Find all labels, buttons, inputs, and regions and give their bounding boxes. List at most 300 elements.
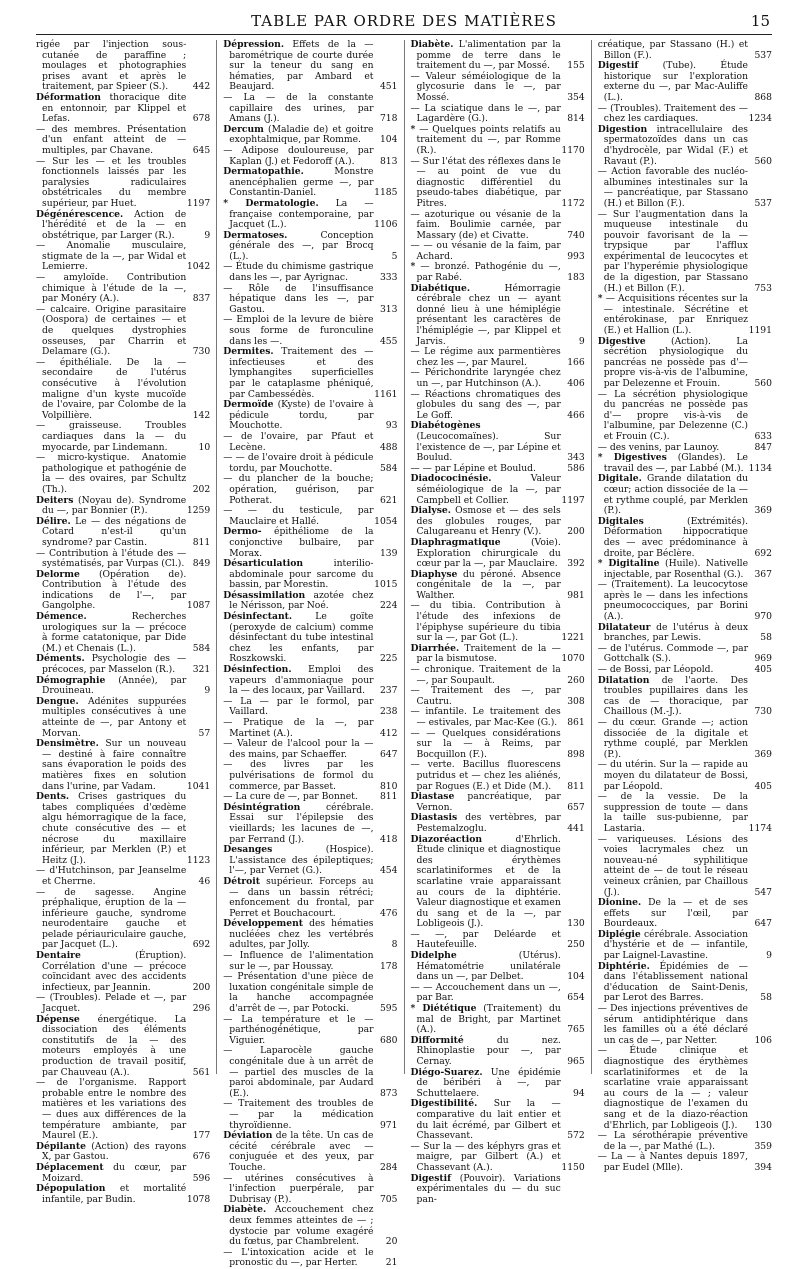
entry-page-ref: 678: [192, 113, 211, 125]
index-entry: [598, 61, 772, 103]
entry-text: — Contribution à l'étude des — systématisés, par Vurpas (Cl.).: [36, 547, 187, 570]
entry-text: supérieur. Forceps au — dans un bassin rétréci; enfoncement du frontal, par Perret et Bouchacourt.: [229, 875, 374, 919]
entry-keyword: Digestif: [410, 1172, 452, 1184]
entry-text: — verte. Bacillus fluorescens putridus et — chez les aliénés, par Rogues (E.) et Dide (M.).: [410, 759, 561, 792]
entry-text: — Emploi de la levure de bière sous forme de furonculine dans les —.: [223, 314, 374, 347]
entry-text: Action de l'hérédité et de la — en obstétrique, par Larger (R.).: [42, 208, 187, 241]
entry-text: — Acquisitions récentes sur la — intestinale. Sécrétine et entérokinase, par Enriquez (E.) et Hallion (L.).: [603, 293, 748, 337]
entry-text: des hématies nucléées chez les vertébrés adultes, par Jolly.: [229, 918, 374, 951]
entry-page-ref: 868: [754, 91, 772, 103]
index-entry: [223, 400, 397, 432]
index-entry: [598, 835, 772, 899]
index-entry: [36, 496, 210, 517]
entry-page-ref: 488: [379, 441, 398, 453]
index-entry: [223, 877, 397, 919]
index-entry: [411, 792, 585, 813]
entry-text: — Des injections préventives de sérum antidiphtérique dans les familles où a été déclaré un cas de —, par Netter.: [597, 1003, 748, 1046]
entry-keyword: *: [597, 293, 603, 305]
entry-page-ref: 406: [567, 378, 585, 389]
entry-page-ref: 46: [198, 875, 211, 887]
entry-keyword: Digestif: [597, 60, 639, 72]
index-entry: [598, 930, 772, 962]
entry-page-ref: 237: [379, 685, 398, 697]
index-entry: [411, 930, 585, 951]
entry-page-ref: 10: [198, 441, 211, 453]
index-entry: [223, 1015, 397, 1047]
entry-text: rigée par l'injection sous-cutanée de paraffine ; moulages et photographies prises avant et après le traitement, par Spieer (S.).: [36, 39, 187, 93]
entry-page-ref: 9: [204, 229, 211, 241]
index-entry: [598, 718, 772, 760]
index-entry: [223, 93, 397, 125]
entry-page-ref: 58: [760, 992, 772, 1004]
index-entry: [223, 40, 397, 93]
index-entry: [36, 676, 210, 697]
index-entry: [598, 337, 772, 390]
entry-keyword: Diaphyse: [410, 568, 458, 580]
entry-text: (Pouvoir). Variations expérimentales du — du suc pan-: [416, 1172, 561, 1205]
entry-page-ref: 1161: [374, 388, 398, 400]
entry-page-ref: 680: [379, 1034, 398, 1046]
entry-page-ref: 705: [379, 1193, 398, 1205]
index-entry: [223, 506, 397, 527]
index-entry: [223, 559, 397, 591]
entry-page-ref: 354: [567, 91, 585, 103]
entry-text: (Voie). Exploration chirurgicale du cœur par la —, par Mauclaire.: [416, 536, 561, 570]
entry-text: Valeur séméiologique de la —, par Campbell et Collier.: [416, 473, 561, 506]
entry-page-ref: 740: [567, 229, 585, 241]
entry-text: — La — à Nantes depuis 1897, par Eudel (Mlle).: [597, 1151, 748, 1173]
entry-text: Le — des négations de Cotard n'est-il qu'un syndrome? par Castin.: [42, 515, 187, 548]
entry-page-ref: 560: [754, 378, 772, 389]
entry-text: — La — de la constante capillaire des urines, par Amans (J.).: [223, 91, 374, 125]
entry-page-ref: 814: [567, 113, 585, 125]
entry-text: et mortalité infantile, par Budin.: [42, 1183, 187, 1205]
entry-text: — de la vessie. De la suppression de toute — dans la taille sus-pubienne, par Lastaria.: [597, 791, 748, 834]
entry-text: Psychologie des — précoces, par Masselon (R.).: [42, 653, 187, 676]
index-entry: [36, 40, 210, 93]
index-entry: [411, 72, 585, 104]
entry-text: — amyloïde. Contribution chimique à l'étude de la —, par Monéry (A.).: [36, 272, 187, 305]
entry-page-ref: 981: [567, 589, 585, 601]
entry-keyword: Dents.: [36, 791, 70, 803]
entry-text: — de l'ovaire, par Pfaut et Lecène.: [223, 430, 374, 453]
index-entry: [223, 125, 397, 146]
entry-page-ref: 586: [567, 462, 585, 474]
entry-page-ref: 392: [567, 558, 585, 570]
entry-page-ref: 1172: [561, 197, 585, 209]
index-entry: [36, 358, 210, 422]
index-entry: [223, 315, 397, 347]
index-entry: [598, 517, 772, 559]
entry-page-ref: 645: [192, 144, 211, 156]
entry-page-ref: 547: [754, 886, 772, 898]
entry-page-ref: 106: [754, 1034, 772, 1046]
entry-page-ref: 405: [754, 780, 772, 792]
index-entry: [411, 157, 585, 210]
entry-page-ref: 238: [379, 706, 398, 718]
index-entry: [223, 453, 397, 474]
entry-page-ref: 104: [567, 971, 585, 983]
entry-page-ref: 572: [567, 1130, 585, 1142]
entry-text: (Maladie de) et goitre exophtalmique, par Romme.: [229, 123, 374, 146]
index-entry: [223, 845, 397, 877]
entry-keyword: Didelphe: [410, 950, 457, 962]
entry-page-ref: 9: [204, 685, 211, 697]
index-entry: [36, 453, 210, 495]
index-entry: [411, 368, 585, 389]
entry-page-ref: 969: [754, 653, 772, 665]
entry-text: — Traitement des —, par Cautru.: [410, 685, 561, 707]
entry-page-ref: 405: [754, 664, 772, 676]
entry-page-ref: 394: [754, 1161, 772, 1173]
index-entry: [36, 654, 210, 675]
entry-page-ref: 200: [192, 981, 211, 993]
entry-page-ref: 369: [754, 505, 772, 517]
entry-text: — Valeur de l'alcool pour la — des mains, par Schaeffer.: [223, 738, 374, 760]
index-entry: [223, 231, 397, 263]
index-entry: [36, 570, 210, 612]
entry-text: pancréatique, par Vernon.: [416, 791, 561, 813]
entry-page-ref: 595: [379, 1003, 398, 1015]
entry-text: Emploi des vapeurs d'ammoniaque pour la — des locaux, par Vaillard.: [229, 664, 374, 697]
index-entry: [411, 707, 585, 728]
entry-text: — La sérothérapie préventive de la —, par Mathé (L.).: [597, 1130, 748, 1152]
index-entry: [223, 474, 397, 506]
entry-text: — micro-kystique. Anatomie pathologique et pathogénie de la — des ovaires, par Schultz (Th.).: [36, 452, 187, 495]
entry-page-ref: 200: [567, 526, 585, 538]
index-entry: [223, 199, 397, 231]
entry-text: Adénites suppurées multiples consécutives à une atteinte de —, par Antony et Morvan.: [42, 695, 187, 739]
index-entry: [411, 421, 585, 463]
entry-text: — Laparocèle gauche congénitale due à un arrêt de — partiel des muscles de la paroi abdominale, par Audard (E.).: [223, 1045, 374, 1099]
index-entry: [598, 559, 772, 580]
index-entry: [411, 813, 585, 834]
index-entry: [598, 760, 772, 792]
entry-page-ref: 560: [754, 155, 772, 167]
index-column: [216, 39, 403, 1269]
entry-keyword: Développement: [223, 918, 304, 930]
entry-text: — chronique. Traitement de la —, par Soupault.: [410, 664, 561, 686]
entry-keyword: Dercum: [223, 123, 264, 135]
entry-page-ref: 130: [567, 918, 585, 930]
index-entry: [223, 1248, 397, 1269]
entry-text: thoracique dite en entonnoir, par Klippel et Lefas.: [42, 91, 187, 125]
entry-page-ref: 451: [379, 81, 398, 93]
entry-page-ref: 9: [766, 950, 772, 962]
index-entry: [36, 1142, 210, 1163]
entry-page-ref: 1221: [561, 632, 585, 644]
entry-text: — Présentation d'une pièce de luxation congénitale simple de la hanche accompagnée d'arrêt de —, par Potocki.: [223, 971, 374, 1015]
entry-page-ref: 454: [379, 865, 398, 877]
index-entry: [598, 580, 772, 622]
entry-page-ref: 596: [192, 1172, 211, 1184]
index-entry: [36, 951, 210, 993]
entry-text: de l'aorte. Des troubles pupillaires dans les cas de — thoracique, par Chaillous (M.-J.).: [603, 674, 749, 718]
entry-keyword: *: [410, 261, 416, 273]
index-entry: [223, 1205, 397, 1247]
index-entry: [223, 718, 397, 739]
page-header: [36, 12, 772, 35]
entry-keyword: Deiters: [36, 494, 74, 506]
entry-page-ref: 647: [379, 748, 398, 760]
entry-text: — — Quelques considérations sur la — à Reims, par Bocquillon (F.).: [410, 727, 561, 760]
entry-text: La — française contemporaine, par Jacquet (L.).: [229, 197, 374, 231]
index-entry: [36, 93, 210, 125]
entry-page-ref: 1070: [561, 653, 585, 665]
index-entry: [411, 570, 585, 602]
entry-page-ref: 130: [754, 1119, 772, 1131]
entry-page-ref: 155: [567, 60, 585, 72]
entry-keyword: Diazoréaction: [410, 833, 483, 845]
entry-page-ref: 861: [567, 717, 585, 728]
entry-page-ref: 296: [192, 1003, 211, 1015]
entry-page-ref: 873: [379, 1087, 398, 1099]
entry-text: — L'intoxication acide et le pronostic du —, par Herter.: [223, 1246, 374, 1269]
entry-page-ref: 849: [192, 558, 211, 570]
entry-page-ref: 455: [379, 335, 398, 347]
entry-page-ref: 718: [379, 113, 398, 125]
index-entry: [223, 432, 397, 453]
entry-page-ref: 1197: [186, 197, 211, 209]
entry-page-ref: 142: [192, 409, 211, 421]
index-entry: [411, 1068, 585, 1100]
entry-keyword: Dilatateur: [597, 621, 651, 633]
entry-text: (Tube). Étude historique sur l'exploration externe du —, par Mac-Auliffe (L.).: [603, 60, 748, 103]
index-entry: [598, 294, 772, 336]
index-entry: [411, 104, 585, 125]
index-entry: [36, 697, 210, 739]
entry-keyword: Diastase: [410, 791, 455, 803]
index-entry: [223, 1099, 397, 1131]
index-entry: [223, 951, 397, 972]
entry-keyword: * Dermatologie.: [223, 197, 319, 209]
entry-page-ref: 1234: [748, 113, 772, 125]
entry-page-ref: 104: [379, 134, 398, 146]
entry-page-ref: 730: [754, 706, 772, 718]
entry-page-ref: 730: [192, 346, 211, 358]
entry-text: Accouchement chez deux femmes atteintes de — ; dystocie par volume exagéré du fœtus, par Chambrelent.: [229, 1204, 374, 1248]
entry-page-ref: 654: [567, 992, 585, 1004]
index-entry: [598, 1152, 772, 1173]
entry-page-ref: 225: [379, 653, 398, 665]
entry-text: (Glandes). Le travail des —, par Labbé (M.).: [603, 452, 748, 474]
entry-page-ref: 369: [754, 748, 772, 760]
index-entry: [598, 40, 772, 61]
index-entry: [598, 898, 772, 930]
entry-keyword: Diabétique.: [410, 282, 471, 294]
entry-page-ref: 94: [573, 1087, 585, 1099]
entry-text: — Valeur séméiologique de la glycosurie dans le —, par Mossé.: [410, 70, 561, 103]
entry-keyword: Diphtérie.: [597, 960, 650, 972]
entry-page-ref: 250: [567, 939, 585, 951]
entry-page-ref: 537: [754, 197, 772, 209]
index-entry: [598, 453, 772, 474]
entry-keyword: Delorme: [36, 568, 80, 580]
entry-text: Recherches urologiques sur la — précoce à forme catatonique, par Dide (M.) et Chenais (L.).: [42, 611, 187, 654]
entry-text: — Sur la — des képhyrs gras et maigre, par Gilbert (A.) et Chassevant (A.).: [410, 1140, 561, 1173]
entry-keyword: Dentaire: [36, 950, 81, 962]
entry-text: — graisseuse. Troubles cardiaques dans la — du myocarde, par Lindemann.: [36, 420, 187, 453]
entry-page-ref: 418: [379, 833, 398, 845]
entry-page-ref: 321: [192, 664, 211, 676]
entry-keyword: Désarticulation: [223, 558, 304, 570]
entry-text: — calcaire. Origine parasitaire (Oospora) de certaines — et de quelques dystrophies osseuses, par Charrin et Delamare (G.).: [36, 303, 187, 358]
entry-text: — de Bossi, par Léopold.: [597, 664, 714, 676]
entry-keyword: Diégo-Suarez.: [410, 1066, 483, 1078]
index-entry: [411, 729, 585, 761]
entry-text: des vertèbres, par Pestemalzoglu.: [416, 812, 561, 834]
entry-text: Monstre anencéphalien germe —, par Constantin-Daniel.: [229, 166, 374, 199]
entry-text: (Utérus). Hématométrie unilatérale dans un —, par Delbet.: [416, 950, 561, 983]
entry-text: — de l'utérus. Commode —, par Gottchalk (S.).: [597, 642, 748, 665]
index-entry: [598, 125, 772, 167]
entry-page-ref: 166: [567, 356, 585, 368]
entry-keyword: Diastasis: [410, 812, 458, 824]
index-entry: [223, 697, 397, 718]
entry-text: — Périchondrite laryngée chez un —, par Hutchinson (A.).: [410, 367, 561, 389]
entry-page-ref: 5: [391, 250, 398, 262]
index-entry: [411, 262, 585, 283]
index-entry: [36, 792, 210, 866]
entry-keyword: Désintégration: [223, 801, 301, 813]
entry-page-ref: 1259: [186, 505, 211, 517]
entry-text: L'alimentation par la pomme de terre dans le traitement du —, par Mossé.: [416, 39, 561, 72]
index-entry: [411, 1174, 585, 1206]
entry-keyword: Densimètre.: [36, 738, 99, 750]
index-entry: [223, 612, 397, 665]
entry-page-ref: 441: [567, 822, 585, 834]
entry-text: énergétique. La dissociation des éléments constitutifs de la — des moteurs employés à une production de travail positif, par Chauveau (A.).: [42, 1013, 187, 1078]
entry-text: — (Troubles). Pelade et —, par Jacquet.: [36, 992, 187, 1015]
entry-text: (Noyau de). Syndrome du —, par Bonnier (P.).: [42, 494, 187, 517]
entry-keyword: * Digitaline: [597, 558, 660, 570]
index-entry: [411, 1099, 585, 1141]
entry-page-ref: 412: [379, 727, 398, 739]
entry-text: — Le régime aux parmentières chez les —, par Maurel.: [410, 346, 561, 368]
entry-text: — La — par le formol, par Vaillard.: [223, 695, 374, 718]
entry-page-ref: 1015: [374, 579, 398, 591]
index-entry: [598, 644, 772, 665]
entry-text: azotée chez le Nérisson, par Noé.: [229, 589, 374, 612]
index-entry: [223, 760, 397, 792]
entry-text: de l'utérus à deux branches, par Lewis.: [603, 621, 749, 644]
index-entry: [223, 167, 397, 199]
entry-page-ref: 139: [379, 547, 398, 559]
entry-text: — — du testicule, par Mauclaire et Hallé.: [223, 505, 374, 527]
index-columns: [36, 39, 772, 1269]
entry-keyword: Démographie: [36, 674, 106, 686]
index-entry: [36, 421, 210, 453]
entry-keyword: Digestive: [597, 335, 646, 347]
entry-page-ref: 1174: [748, 822, 772, 834]
entry-page-ref: 1185: [374, 187, 398, 199]
entry-page-ref: 284: [379, 1161, 398, 1173]
entry-page-ref: 359: [754, 1140, 772, 1152]
entry-keyword: Dialyse.: [410, 505, 451, 517]
entry-keyword: Dermatoses.: [223, 229, 288, 241]
index-entry: [411, 474, 585, 506]
index-entry: [36, 517, 210, 549]
entry-text: — de sagesse. Angine préphalique, éruption de la — inférieure gauche, syndrome neurodentaire gauche et pelade périauriculaire gauche, par Jacquet (L.).: [36, 886, 187, 951]
entry-text: épithéliome de la conjonctive bulbaire, par Morax.: [229, 526, 374, 559]
index-entry: [36, 888, 210, 952]
entry-keyword: * Diététique: [410, 1003, 477, 1015]
entry-page-ref: 692: [192, 939, 211, 951]
index-entry: [223, 1046, 397, 1099]
entry-page-ref: 537: [754, 49, 772, 61]
entry-text: — Traitement des troubles de — par la médication thyroïdienne.: [223, 1098, 374, 1131]
entry-text: Sur la — comparative du lait entier et du lait écrémé, par Gilbert et Chassevant.: [416, 1098, 561, 1142]
entry-keyword: * Digestives: [597, 452, 667, 464]
entry-text: — du plancher de la bouche; opération, guérison, par Potherat.: [223, 473, 374, 506]
entry-keyword: Déments.: [36, 653, 85, 665]
entry-text: Conception générale des —, par Brocq (L.).: [229, 229, 374, 262]
entry-page-ref: 971: [379, 1119, 398, 1131]
entry-text: interilio-abdominale pour sarcome du bassin, par Morestin.: [229, 558, 374, 591]
entry-text: cérébrale. Association d'hystérie et de — infantile, par Laignel-Lavastine.: [603, 928, 748, 962]
index-entry: [36, 210, 210, 242]
entry-text: (Leucocomaïnes). Sur l'existence de —, par Lépine et Boulud.: [416, 430, 561, 464]
index-entry: [223, 803, 397, 845]
entry-page-ref: 476: [379, 907, 398, 919]
entry-text: Effets de la — barométrique de courte durée sur la teneur du sang en hématies, par Ambard et Beaujard.: [229, 39, 374, 93]
entry-text: — (Traitement). La leucocytose après le — dans les infections pneumococciques, par Borini (A.).: [597, 579, 748, 623]
index-entry: [411, 601, 585, 643]
entry-keyword: Déplacement: [36, 1161, 104, 1173]
entry-keyword: Digestibilité.: [410, 1098, 478, 1110]
index-entry: [411, 284, 585, 348]
index-entry: [411, 983, 585, 1004]
index-entry: [598, 623, 772, 644]
entry-text: — Adipose douloureuse, par Kaplan (J.) et Fedoroff (A.).: [223, 144, 374, 167]
index-entry: [36, 739, 210, 792]
entry-page-ref: 1191: [748, 325, 772, 337]
entry-keyword: Dermoïde: [223, 399, 274, 411]
entry-text: — La sciatique dans le —, par Lagardère (G.).: [410, 102, 561, 125]
entry-page-ref: 308: [567, 695, 585, 707]
index-entry: [223, 919, 397, 951]
index-entry: [598, 1004, 772, 1046]
entry-page-ref: 313: [379, 303, 398, 315]
entry-text: — du cœur. Grande —; action dissociée de la digitale et rythme couplé, par Merklen (P.).: [597, 717, 748, 760]
entry-page-ref: 333: [379, 272, 398, 284]
entry-text: (Huile). Nativelle injectable, par Rosenthal (G.).: [603, 558, 749, 580]
entry-page-ref: 466: [567, 409, 585, 421]
entry-text: (Action). La sécrétion physiologique du pancréas ne possède pas d'— propre vis-à-vis de l'albumine, par Delezenne et Frouin.: [603, 335, 749, 389]
entry-text: — — ou vésanie de la faim, par Achard.: [410, 240, 561, 262]
entry-text: — Sur l'augmentation dans la muqueuse intestinale du pouvoir favorisant de la — trypsique par l'afflux expérimental de leucocytes et par l'hyperémie physiologique de la digestion, par Stassano (H.) et Billon (F.).: [597, 208, 748, 294]
index-entry: [36, 1015, 210, 1079]
entry-keyword: Diabète.: [410, 39, 454, 50]
entry-text: — épithéliale. De la — secondaire de l'utérus consécutive à l'évolution maligne d'un kyste mucoïde de l'ovaire, par Colombe de la Volpillière.: [36, 356, 187, 421]
entry-keyword: Desanges: [223, 844, 273, 856]
entry-text: Le goïte (peroxyde de calcium) comme désinfectant du tube intestinal chez les enfants, par Roszkowski.: [229, 611, 374, 665]
entry-text: (Extrémités). Déformation hippocratique des — avec prédominance à droite, par Béclère.: [603, 515, 748, 559]
index-entry: [223, 1174, 397, 1206]
index-entry: [223, 1131, 397, 1173]
index-entry: [411, 347, 585, 368]
entry-text: — La sécrétion physiologique du pancréas ne possède pas d'— propre vis-à-vis de l'albumine, par Delezenne (C.) et Frouin (C.).: [597, 388, 748, 442]
entry-text: — Réactions chromatiques des globules du sang des —, par Le Goff.: [410, 388, 561, 421]
entry-page-ref: 657: [567, 801, 585, 813]
entry-text: — — par Lépine et Boulud.: [410, 462, 536, 474]
entry-page-ref: 621: [379, 494, 398, 506]
index-entry: [223, 591, 397, 612]
entry-text: — Étude du chimisme gastrique dans les —, par Ayrignac.: [223, 261, 374, 284]
index-entry: [598, 104, 772, 125]
entry-keyword: Dépression.: [223, 39, 285, 50]
entry-page-ref: 442: [192, 81, 211, 93]
